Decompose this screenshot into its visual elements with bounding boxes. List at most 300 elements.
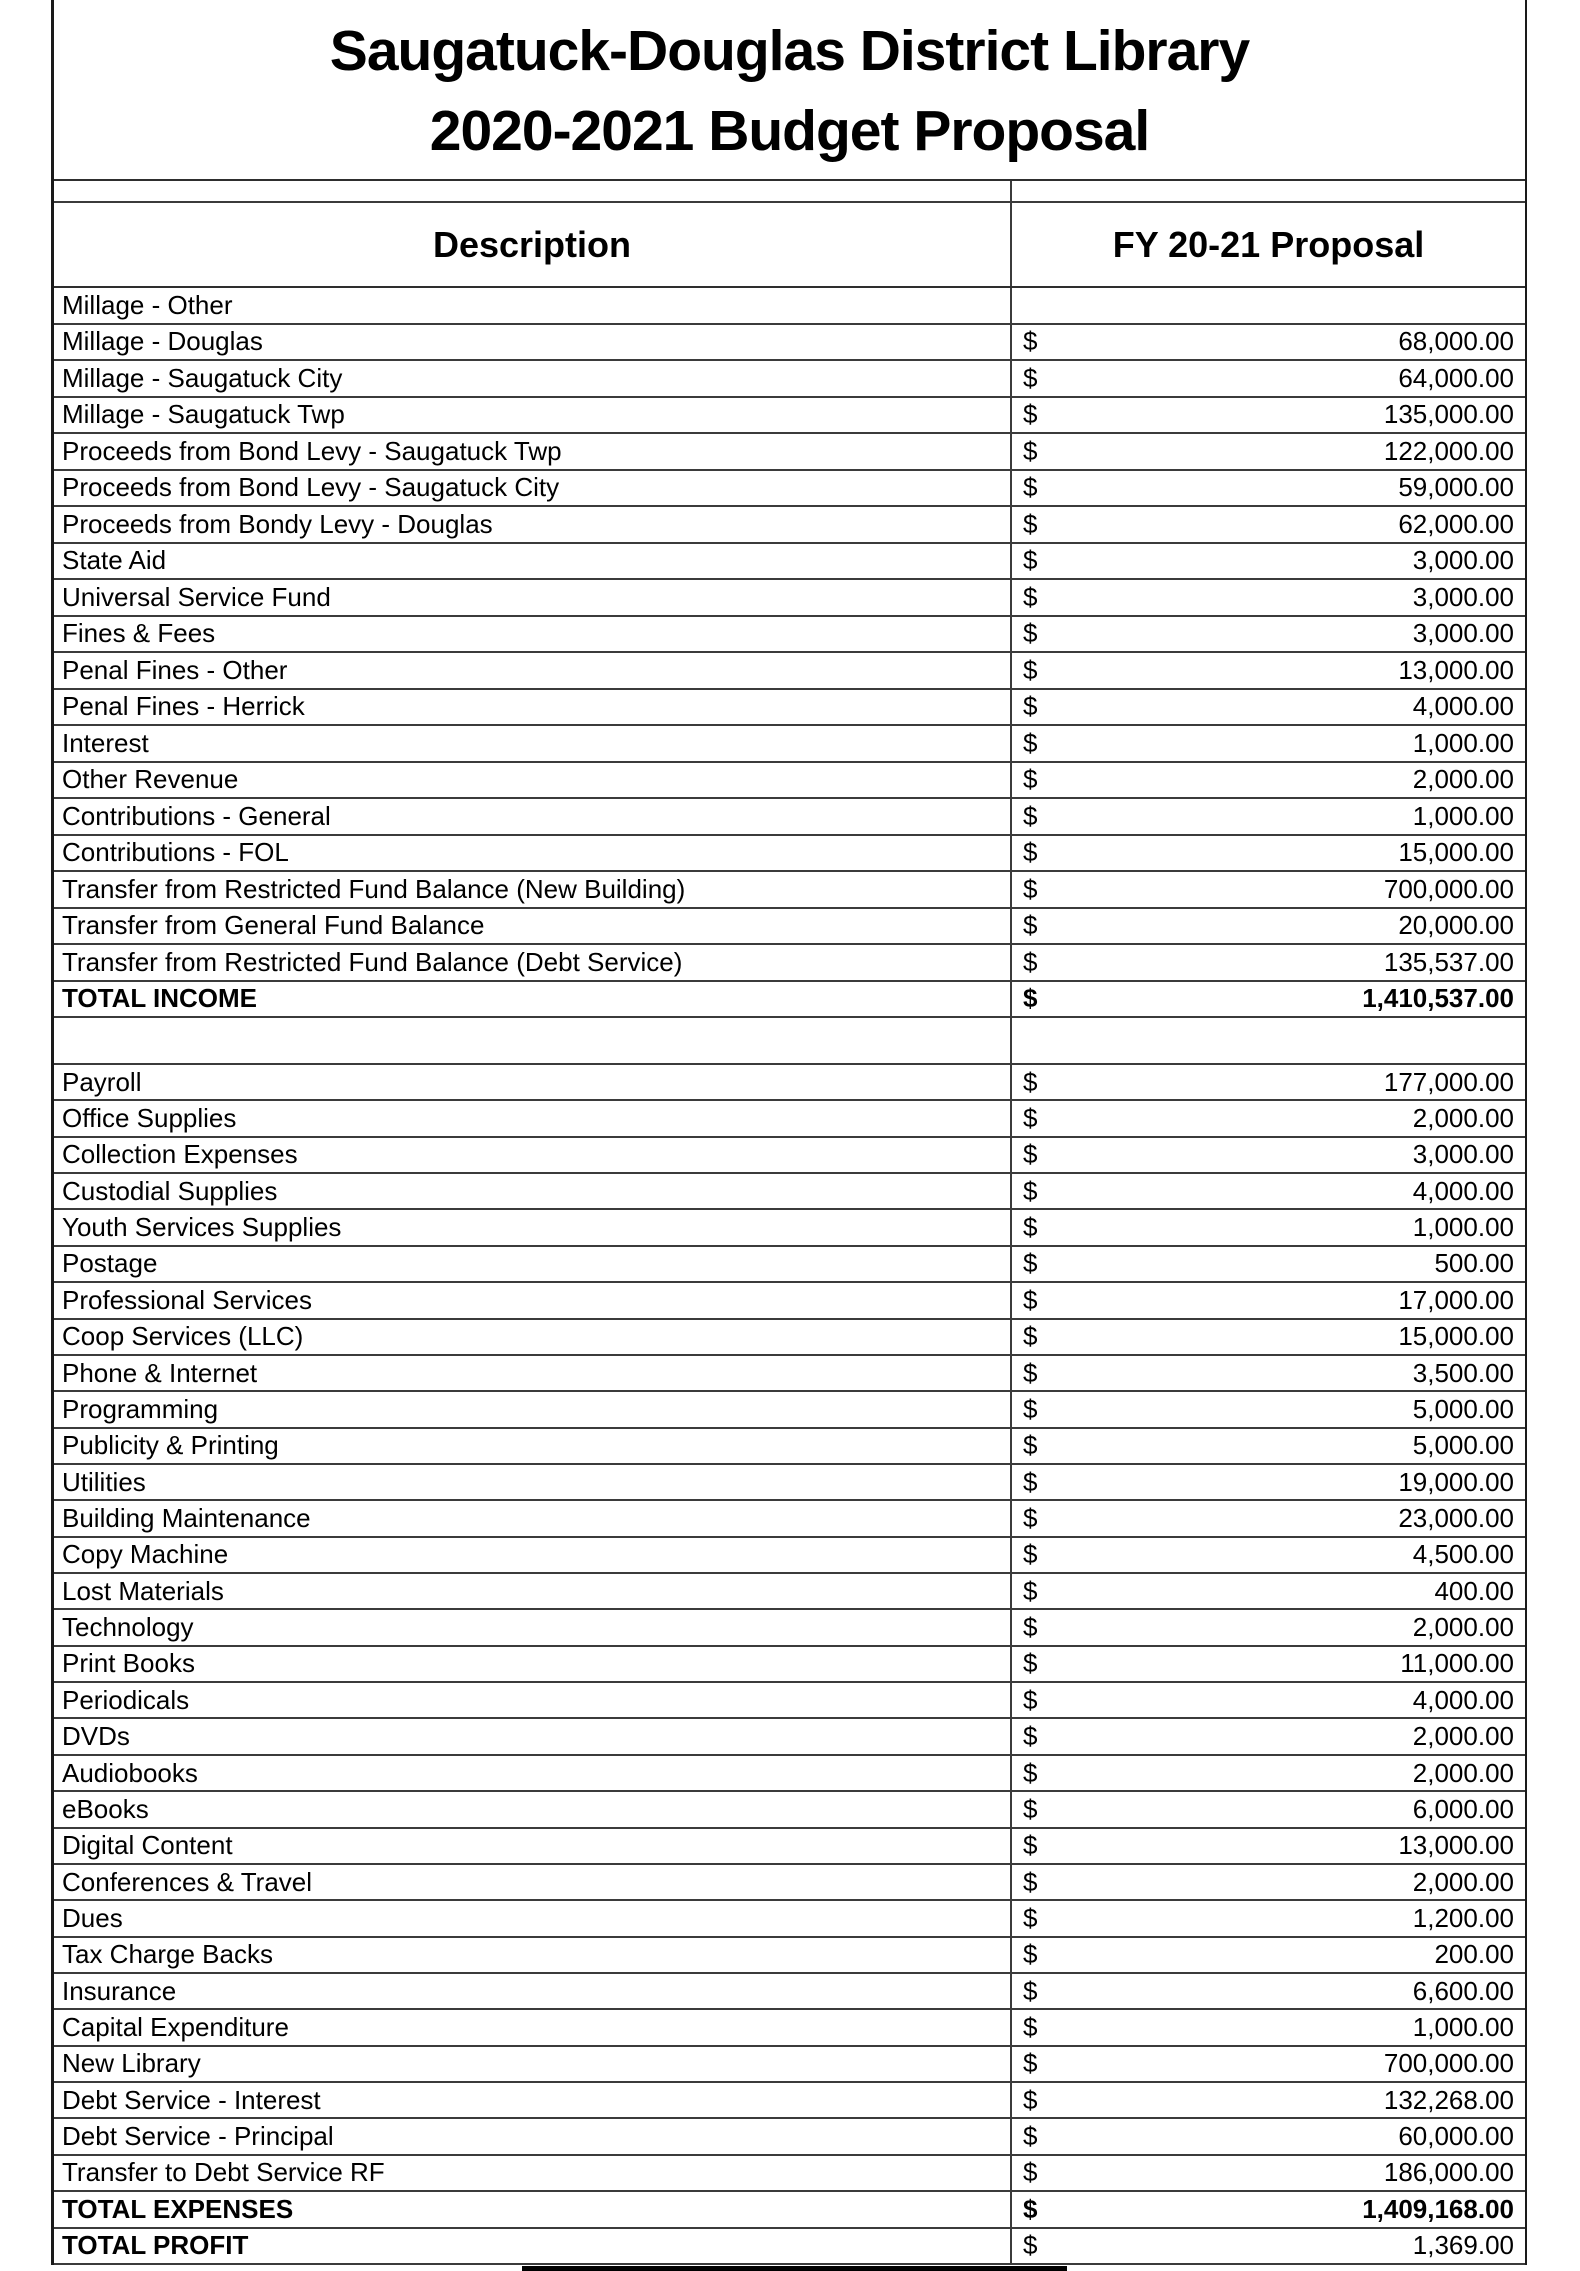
currency-symbol: $ — [1023, 1793, 1038, 1824]
currency-symbol: $ — [1023, 837, 1038, 868]
row-label: Programming — [62, 1393, 219, 1424]
row-label: Technology — [62, 1612, 194, 1643]
row-amount-value: 500.00 — [1434, 1248, 1514, 1279]
row-amount-cell — [1012, 690, 1525, 725]
table-row — [54, 325, 1525, 362]
table-row — [54, 1101, 1525, 1137]
row-amount-value: 1,410,537.00 — [1362, 983, 1514, 1014]
row-amount-value: 64,000.00 — [1398, 362, 1514, 393]
row-amount-value: 1,369.00 — [1412, 2230, 1514, 2261]
row-description-cell — [54, 1065, 1012, 1099]
table-row — [54, 1538, 1525, 1574]
row-amount-cell — [1012, 1101, 1525, 1135]
row-description-cell — [54, 1647, 1012, 1681]
row-amount-value: 23,000.00 — [1398, 1502, 1514, 1533]
row-amount-value: 17,000.00 — [1398, 1284, 1514, 1315]
row-description-cell — [54, 945, 1012, 980]
row-amount-value: 4,500.00 — [1412, 1539, 1514, 1570]
currency-symbol: $ — [1023, 618, 1038, 649]
row-amount-cell — [1012, 1574, 1525, 1608]
row-description-cell — [54, 1429, 1012, 1463]
row-description-cell — [54, 1247, 1012, 1281]
table-row — [54, 1974, 1525, 2010]
row-amount-cell — [1012, 872, 1525, 907]
row-amount-value: 1,000.00 — [1412, 800, 1514, 831]
row-label: eBooks — [62, 1793, 149, 1824]
title-line-2: 2020-2021 Budget Proposal — [429, 98, 1150, 163]
row-amount-cell — [1012, 1429, 1525, 1463]
row-label: Millage - Saugatuck Twp — [62, 399, 345, 430]
table-row — [54, 2083, 1525, 2119]
table-row — [54, 1610, 1525, 1646]
currency-symbol: $ — [1023, 910, 1038, 941]
row-label: Phone & Internet — [62, 1357, 258, 1388]
row-amount-value: 15,000.00 — [1398, 837, 1514, 868]
row-label: Youth Services Supplies — [62, 1212, 342, 1243]
table-row — [54, 1356, 1525, 1392]
row-amount-value: 2,000.00 — [1412, 1103, 1514, 1134]
table-row — [54, 288, 1525, 325]
currency-symbol: $ — [1023, 581, 1038, 612]
row-label: Digital Content — [62, 1830, 233, 1861]
row-amount-value: 122,000.00 — [1383, 435, 1514, 466]
row-label: Custodial Supplies — [62, 1175, 278, 1206]
row-label: Interest — [62, 727, 149, 758]
row-amount-cell — [1012, 1938, 1525, 1972]
row-description-cell — [54, 763, 1012, 798]
row-description-cell — [54, 653, 1012, 688]
row-description-cell — [54, 1610, 1012, 1644]
row-amount-value: 700,000.00 — [1383, 873, 1514, 904]
row-amount-value: 4,000.00 — [1412, 1684, 1514, 1715]
table-row — [54, 1574, 1525, 1610]
row-description-cell — [54, 1829, 1012, 1863]
row-amount-cell — [1012, 544, 1525, 579]
row-amount-cell — [1012, 1538, 1525, 1572]
row-label: DVDs — [62, 1721, 130, 1752]
row-description-cell — [54, 544, 1012, 579]
row-amount-cell — [1012, 1610, 1525, 1644]
currency-symbol: $ — [1023, 983, 1038, 1014]
row-amount-value: 60,000.00 — [1398, 2121, 1514, 2152]
currency-symbol: $ — [1023, 2157, 1038, 2188]
row-label: Transfer to Debt Service RF — [62, 2157, 385, 2188]
row-amount-value: 5,000.00 — [1412, 1430, 1514, 1461]
row-description-cell — [54, 1320, 1012, 1354]
currency-symbol: $ — [1023, 1430, 1038, 1461]
row-description-cell — [54, 1683, 1012, 1717]
row-description-cell — [54, 690, 1012, 725]
table-row — [54, 1901, 1525, 1937]
row-description-cell — [54, 1210, 1012, 1244]
row-description-cell — [54, 799, 1012, 834]
row-description-cell — [54, 1356, 1012, 1390]
row-amount-value: 59,000.00 — [1398, 472, 1514, 503]
currency-symbol: $ — [1023, 1830, 1038, 1861]
row-description-cell — [54, 1901, 1012, 1935]
row-description-cell — [54, 836, 1012, 871]
table-row — [54, 544, 1525, 581]
table-row — [54, 434, 1525, 471]
table-row — [54, 799, 1525, 836]
row-amount-cell — [1012, 653, 1525, 688]
currency-symbol: $ — [1023, 508, 1038, 539]
row-amount-value: 2,000.00 — [1412, 1612, 1514, 1643]
currency-symbol: $ — [1023, 362, 1038, 393]
row-amount-cell — [1012, 1065, 1525, 1099]
row-label: Millage - Douglas — [62, 326, 263, 357]
row-amount-value: 3,500.00 — [1412, 1357, 1514, 1388]
row-amount-cell — [1012, 2156, 1525, 2190]
row-description-cell — [54, 361, 1012, 396]
row-label: Other Revenue — [62, 764, 239, 795]
spacer-row-top — [54, 181, 1525, 203]
row-label: Payroll — [62, 1066, 142, 1097]
table-row — [54, 361, 1525, 398]
row-amount-cell — [1012, 2083, 1525, 2117]
row-description-cell — [54, 1465, 1012, 1499]
row-label: TOTAL INCOME — [62, 983, 257, 1014]
row-amount-cell — [1012, 1647, 1525, 1681]
table-row — [54, 1647, 1525, 1683]
row-description-cell — [54, 909, 1012, 944]
row-amount-value: 3,000.00 — [1412, 1139, 1514, 1170]
currency-symbol: $ — [1023, 764, 1038, 795]
currency-symbol: $ — [1023, 1466, 1038, 1497]
table-row — [54, 1683, 1525, 1719]
table-row — [54, 507, 1525, 544]
row-amount-cell — [1012, 2229, 1525, 2263]
row-amount-value: 6,000.00 — [1412, 1793, 1514, 1824]
row-amount-cell — [1012, 1210, 1525, 1244]
table-row — [54, 909, 1525, 946]
row-description-cell — [54, 2010, 1012, 2044]
row-amount-value: 1,000.00 — [1412, 2012, 1514, 2043]
table-row — [54, 1138, 1525, 1174]
row-description-cell — [54, 2119, 1012, 2153]
table-row — [54, 2229, 1525, 2265]
currency-symbol: $ — [1023, 1539, 1038, 1570]
row-label: Transfer from General Fund Balance — [62, 910, 485, 941]
row-description-cell — [54, 2047, 1012, 2081]
row-amount-value: 700,000.00 — [1383, 2048, 1514, 2079]
table-row — [54, 2047, 1525, 2083]
row-label: Copy Machine — [62, 1539, 229, 1570]
currency-symbol: $ — [1023, 1648, 1038, 1679]
row-amount-value: 3,000.00 — [1412, 618, 1514, 649]
row-amount-value: 2,000.00 — [1412, 764, 1514, 795]
row-label: Penal Fines - Other — [62, 654, 288, 685]
currency-symbol: $ — [1023, 1575, 1038, 1606]
row-amount-cell — [1012, 763, 1525, 798]
row-amount-cell — [1012, 2047, 1525, 2081]
row-amount-cell — [1012, 1829, 1525, 1863]
spacer-amount-cell — [1012, 181, 1525, 201]
table-row — [54, 1283, 1525, 1319]
row-label: Professional Services — [62, 1284, 312, 1315]
row-label: Dues — [62, 1902, 123, 1933]
table-row — [54, 726, 1525, 763]
table-row — [54, 763, 1525, 800]
row-amount-value: 3,000.00 — [1412, 581, 1514, 612]
row-amount-value: 186,000.00 — [1383, 2157, 1514, 2188]
row-amount-cell — [1012, 398, 1525, 433]
row-amount-value: 2,000.00 — [1412, 1866, 1514, 1897]
row-description-cell — [54, 398, 1012, 433]
row-amount-cell — [1012, 2192, 1525, 2226]
table-row — [54, 653, 1525, 690]
currency-symbol: $ — [1023, 1212, 1038, 1243]
row-label: Proceeds from Bond Levy - Saugatuck City — [62, 472, 560, 503]
table-row — [54, 471, 1525, 508]
row-description-cell — [54, 325, 1012, 360]
table-row — [54, 1392, 1525, 1428]
currency-symbol: $ — [1023, 1902, 1038, 1933]
row-amount-cell — [1012, 580, 1525, 615]
row-description-cell — [54, 434, 1012, 469]
row-description-cell — [54, 1174, 1012, 1208]
row-description-cell — [54, 726, 1012, 761]
row-label: Conferences & Travel — [62, 1866, 313, 1897]
row-description-cell — [54, 982, 1012, 1017]
row-amount-value: 20,000.00 — [1398, 910, 1514, 941]
expense-section — [54, 1065, 1525, 2265]
row-label: Transfer from Restricted Fund Balance (Debt Service) — [62, 946, 683, 977]
row-label: Coop Services (LLC) — [62, 1321, 304, 1352]
currency-symbol: $ — [1023, 1502, 1038, 1533]
row-label: Debt Service - Principal — [62, 2121, 334, 2152]
row-amount-value: 200.00 — [1434, 1939, 1514, 1970]
currency-symbol: $ — [1023, 946, 1038, 977]
row-description-cell — [54, 1865, 1012, 1899]
row-amount-value: 68,000.00 — [1398, 326, 1514, 357]
table-row — [54, 2010, 1525, 2046]
table-row — [54, 1865, 1525, 1901]
currency-symbol: $ — [1023, 1393, 1038, 1424]
row-description-cell — [54, 617, 1012, 652]
currency-symbol: $ — [1023, 1757, 1038, 1788]
row-amount-value: 1,000.00 — [1412, 727, 1514, 758]
table-row — [54, 2119, 1525, 2155]
table-row — [54, 1719, 1525, 1755]
row-description-cell — [54, 1756, 1012, 1790]
table-row — [54, 1065, 1525, 1101]
row-description-cell — [54, 1574, 1012, 1608]
table-row — [54, 398, 1525, 435]
row-amount-value: 2,000.00 — [1412, 1721, 1514, 1752]
row-amount-cell — [1012, 1320, 1525, 1354]
table-row — [54, 982, 1525, 1019]
row-description-cell — [54, 872, 1012, 907]
row-label: Contributions - FOL — [62, 837, 289, 868]
row-amount-cell — [1012, 945, 1525, 980]
table-row — [54, 1938, 1525, 1974]
row-amount-value: 177,000.00 — [1383, 1066, 1514, 1097]
row-amount-cell — [1012, 1138, 1525, 1172]
row-description-cell — [54, 2192, 1012, 2226]
table-row — [54, 1829, 1525, 1865]
row-label: Collection Expenses — [62, 1139, 298, 1170]
row-description-cell — [54, 1501, 1012, 1535]
row-description-cell — [54, 1719, 1012, 1753]
row-label: Building Maintenance — [62, 1502, 311, 1533]
table-row — [54, 1429, 1525, 1465]
row-amount-cell — [1012, 361, 1525, 396]
row-amount-cell — [1012, 617, 1525, 652]
row-amount-cell — [1012, 1974, 1525, 2008]
currency-symbol: $ — [1023, 2012, 1038, 2043]
table-row — [54, 1174, 1525, 1210]
currency-symbol: $ — [1023, 545, 1038, 576]
row-amount-cell — [1012, 2010, 1525, 2044]
currency-symbol: $ — [1023, 800, 1038, 831]
table-row — [54, 617, 1525, 654]
row-amount-value: 13,000.00 — [1398, 654, 1514, 685]
row-description-cell — [54, 1792, 1012, 1826]
currency-symbol: $ — [1023, 435, 1038, 466]
row-label: Transfer from Restricted Fund Balance (New Building) — [62, 873, 686, 904]
document-title — [54, 0, 1525, 181]
row-amount-cell — [1012, 288, 1525, 323]
currency-symbol: $ — [1023, 2121, 1038, 2152]
row-description-cell — [54, 2083, 1012, 2117]
row-amount-value: 1,200.00 — [1412, 1902, 1514, 1933]
row-amount-cell — [1012, 1901, 1525, 1935]
row-description-cell — [54, 288, 1012, 323]
row-amount-cell — [1012, 799, 1525, 834]
row-label: Contributions - General — [62, 800, 331, 831]
currency-symbol: $ — [1023, 1721, 1038, 1752]
row-amount-cell — [1012, 1356, 1525, 1390]
row-amount-cell — [1012, 726, 1525, 761]
currency-symbol: $ — [1023, 1939, 1038, 1970]
row-amount-cell — [1012, 471, 1525, 506]
row-amount-value: 4,000.00 — [1412, 1175, 1514, 1206]
row-label: Publicity & Printing — [62, 1430, 279, 1461]
row-label: Print Books — [62, 1648, 195, 1679]
row-amount-cell — [1012, 1283, 1525, 1317]
table-row — [54, 2156, 1525, 2192]
table-header-row — [54, 203, 1525, 288]
table-row — [54, 1756, 1525, 1792]
table-row — [54, 836, 1525, 873]
table-row — [54, 1320, 1525, 1356]
row-description-cell — [54, 2229, 1012, 2263]
row-amount-value: 6,600.00 — [1412, 1975, 1514, 2006]
column-header-amount: FY 20-21 Proposal — [1112, 223, 1425, 265]
currency-symbol: $ — [1023, 1612, 1038, 1643]
row-description-cell — [54, 1101, 1012, 1135]
currency-symbol: $ — [1023, 654, 1038, 685]
row-description-cell — [54, 2156, 1012, 2190]
currency-symbol: $ — [1023, 2048, 1038, 2079]
row-amount-cell — [1012, 1174, 1525, 1208]
row-label: Tax Charge Backs — [62, 1939, 273, 1970]
row-amount-value: 19,000.00 — [1398, 1466, 1514, 1497]
bottom-accounting-rule — [522, 2266, 1067, 2271]
table-row — [54, 1501, 1525, 1537]
budget-table — [51, 0, 1527, 2265]
spacer-amount-cell — [1012, 1018, 1525, 1063]
row-label: TOTAL PROFIT — [62, 2230, 249, 2261]
row-amount-value: 5,000.00 — [1412, 1393, 1514, 1424]
currency-symbol: $ — [1023, 1139, 1038, 1170]
row-description-cell — [54, 1392, 1012, 1426]
currency-symbol: $ — [1023, 727, 1038, 758]
row-amount-value: 1,000.00 — [1412, 1212, 1514, 1243]
table-row — [54, 580, 1525, 617]
row-amount-value: 132,268.00 — [1383, 2084, 1514, 2115]
row-amount-value: 4,000.00 — [1412, 691, 1514, 722]
row-label: Penal Fines - Herrick — [62, 691, 305, 722]
row-label: Universal Service Fund — [62, 581, 331, 612]
table-row — [54, 1247, 1525, 1283]
title-line-1: Saugatuck-Douglas District Library — [329, 18, 1250, 83]
row-description-cell — [54, 1974, 1012, 2008]
row-amount-value: 15,000.00 — [1398, 1321, 1514, 1352]
row-label: Insurance — [62, 1975, 177, 2006]
currency-symbol: $ — [1023, 1975, 1038, 2006]
row-description-cell — [54, 507, 1012, 542]
row-amount-cell — [1012, 1792, 1525, 1826]
row-amount-value: 135,537.00 — [1383, 946, 1514, 977]
row-label: Periodicals — [62, 1684, 190, 1715]
currency-symbol: $ — [1023, 1684, 1038, 1715]
row-amount-value: 13,000.00 — [1398, 1830, 1514, 1861]
row-label: Proceeds from Bondy Levy - Douglas — [62, 508, 493, 539]
row-amount-cell — [1012, 507, 1525, 542]
row-label: Office Supplies — [62, 1103, 237, 1134]
row-description-cell — [54, 471, 1012, 506]
row-amount-cell — [1012, 434, 1525, 469]
row-amount-cell — [1012, 1501, 1525, 1535]
row-label: Audiobooks — [62, 1757, 198, 1788]
currency-symbol: $ — [1023, 326, 1038, 357]
row-amount-value: 3,000.00 — [1412, 545, 1514, 576]
spacer-description-cell — [54, 181, 1012, 201]
row-label: Utilities — [62, 1466, 146, 1497]
row-description-cell — [54, 1283, 1012, 1317]
row-amount-cell — [1012, 1865, 1525, 1899]
row-amount-value: 11,000.00 — [1400, 1648, 1514, 1679]
currency-symbol: $ — [1023, 873, 1038, 904]
row-label: Fines & Fees — [62, 618, 216, 649]
table-row — [54, 690, 1525, 727]
column-header-description: Description — [54, 203, 1012, 286]
row-description-cell — [54, 1138, 1012, 1172]
row-description-cell — [54, 1938, 1012, 1972]
table-row — [54, 1792, 1525, 1828]
row-label: New Library — [62, 2048, 201, 2079]
spacer-description-cell — [54, 1018, 1012, 1063]
row-label: Capital Expenditure — [62, 2012, 289, 2043]
row-amount-cell — [1012, 1392, 1525, 1426]
row-label: TOTAL EXPENSES — [62, 2193, 294, 2224]
row-amount-cell — [1012, 836, 1525, 871]
row-amount-value: 2,000.00 — [1412, 1757, 1514, 1788]
row-amount-value: 62,000.00 — [1398, 508, 1514, 539]
row-description-cell — [54, 1538, 1012, 1572]
row-label: State Aid — [62, 545, 167, 576]
currency-symbol: $ — [1023, 1103, 1038, 1134]
row-label: Proceeds from Bond Levy - Saugatuck Twp — [62, 435, 562, 466]
row-amount-cell — [1012, 1756, 1525, 1790]
currency-symbol: $ — [1023, 2084, 1038, 2115]
table-row — [54, 945, 1525, 982]
income-section — [54, 288, 1525, 1018]
row-amount-cell — [1012, 1247, 1525, 1281]
table-row — [54, 872, 1525, 909]
